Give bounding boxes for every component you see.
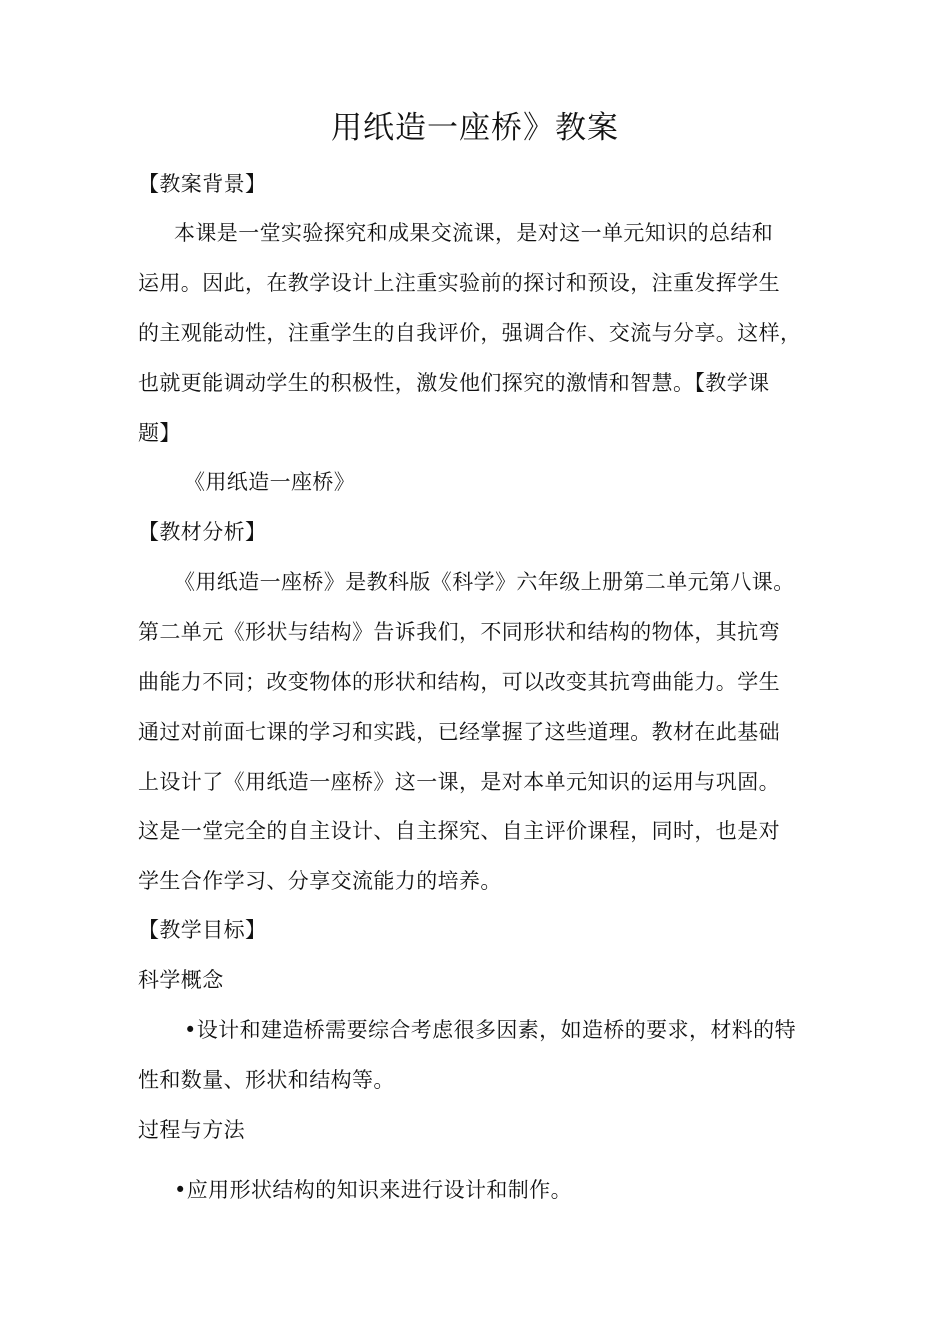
subheading-science-concept: 科学概念 bbox=[138, 968, 224, 992]
paragraph-line: 这是一堂完全的自主设计、自主探究、自主评价课程，同时，也是对 bbox=[138, 819, 780, 843]
paragraph-line: 也就更能调动学生的积极性，激发他们探究的激情和智慧。【教学课 bbox=[138, 371, 770, 395]
subheading-process-method: 过程与方法 bbox=[138, 1118, 245, 1142]
paragraph-line: 《用纸造一座桥》是教科版《科学》六年级上册第二单元第八课。 bbox=[174, 570, 795, 594]
paragraph-line: 上设计了《用纸造一座桥》这一课，是对本单元知识的运用与巩固。 bbox=[138, 770, 780, 794]
paragraph-line: 本课是一堂实验探究和成果交流课，是对这一单元知识的总结和 bbox=[174, 221, 774, 245]
paragraph-line: 第二单元《形状与结构》告诉我们，不同形状和结构的物体，其抗弯 bbox=[138, 620, 780, 644]
paragraph-line: 曲能力不同；改变物体的形状和结构，可以改变其抗弯曲能力。学生 bbox=[138, 670, 780, 694]
paragraph-line: 题】 bbox=[138, 421, 181, 445]
paragraph-line: 运用。因此，在教学设计上注重实验前的探讨和预设，注重发挥学生 bbox=[138, 271, 780, 295]
document-title: 用纸造一座桥》教案 bbox=[331, 110, 619, 146]
paragraph-line: 学生合作学习、分享交流能力的培养。 bbox=[138, 869, 502, 893]
paragraph-line: 性和数量、形状和结构等。 bbox=[138, 1068, 395, 1092]
lesson-topic: 《用纸造一座桥》 bbox=[184, 470, 356, 494]
section-heading-material-analysis: 【教材分析】 bbox=[138, 520, 267, 544]
paragraph-line: 通过对前面七课的学习和实践，已经掌握了这些道理。教材在此基础 bbox=[138, 720, 780, 744]
bullet-item: •设计和建造桥需要综合考虑很多因素，如造桥的要求，材料的特 bbox=[184, 1018, 796, 1042]
section-heading-background: 【教案背景】 bbox=[138, 172, 267, 196]
bullet-item: •应用形状结构的知识来进行设计和制作。 bbox=[174, 1178, 572, 1202]
paragraph-line: 的主观能动性，注重学生的自我评价，强调合作、交流与分享。这样， bbox=[138, 321, 802, 345]
section-heading-objectives: 【教学目标】 bbox=[138, 918, 267, 942]
